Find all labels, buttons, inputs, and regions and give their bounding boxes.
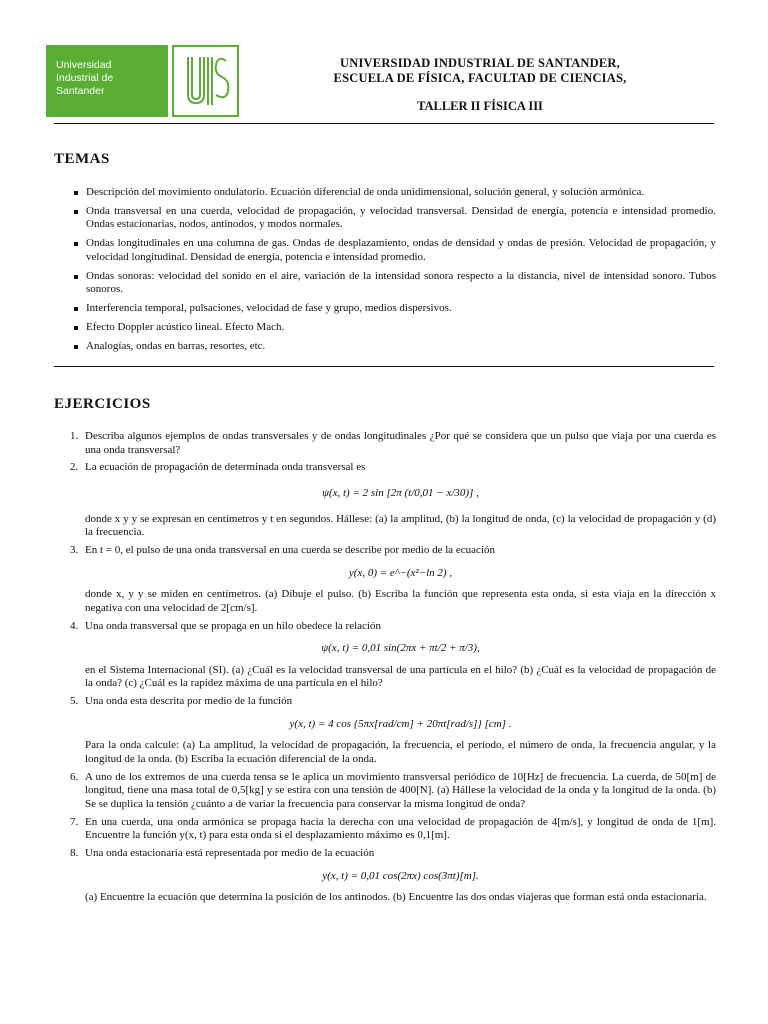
exercise-followup: Para la onda calcule: (a) La amplitud, la velocidad de propagación, la frecuencia, el período, el número de onda, la frecuencia angular, y la longitud de la onda. (b) Escriba la ecuación diferencial de la onda.: [85, 739, 716, 765]
exercise-6: 6. A uno de los extremos de una cuerda tensa se le aplica un movimiento transversal periódico de 10[Hz] de frecuencia. La cuerda, de 50[m] de longitud, tiene una masa total de 0,5[kg] y se estira con una tensión de 400[N]. (a) Hállese la velocidad de la onda y la longitud de la onda. (b) Se se duplica la tensión ¿cuánto a de variar la frecuencia para conservar la misma longitud de onda?: [70, 770, 716, 810]
logo-line: Industrial de: [56, 72, 114, 84]
university-logo-text: [46, 45, 168, 117]
bullet-icon: [74, 275, 78, 279]
exercise-text: La ecuación de propagación de determinada onda transversal es: [85, 461, 366, 474]
header-divider: [54, 123, 714, 124]
institution-line: UNIVERSIDAD INDUSTRIAL DE SANTANDER,: [340, 56, 620, 70]
temas-heading: TEMAS: [54, 151, 110, 167]
bullet-icon: [74, 345, 78, 349]
list-item: Interferencia temporal, pulsaciones, velocidad de fase y grupo, medios dispersivos.: [74, 302, 716, 316]
exercise-7: 7. En una cuerda, una onda armónica se propaga hacia la derecha con una velocidad de propagación de 4[m/s], y longitud de onda de 1[m]. Encuentre la función y(x, t) para esta onda si el desplazamiento máximo es 0,1[m].: [70, 815, 716, 842]
institution-header: [300, 56, 660, 86]
exercise-text: A uno de los extremos de una cuerda tensa se le aplica un movimiento transversal periódico de 10[Hz] de frecuencia. La cuerda, de 50[m] de longitud, tiene una masa total de 0,5[kg] y se estira con una tensión de 400[N]. (a) Hállese la velocidad de la onda y la longitud de la onda. (b) Se se duplica la tensión ¿cuánto a de variar la frecuencia para conservar la misma longitud de onda?: [85, 770, 716, 810]
uis-logo-icon: [172, 45, 239, 117]
bullet-icon: [74, 210, 78, 214]
exercise-4: 4. Una onda transversal que se propaga en un hilo obedece la relación ψ(x, t) = 0,01 sin(2πx + πt/2 + π/3), en el Sistema Internacional (SI). (a) ¿Cuál es la velocidad transversal de una partícula en el hilo? (b) ¿Cuál es la velocidad de propagación de la onda? (c) ¿Cuál es la rapidez máxima de una partícula en el hilo?: [70, 619, 716, 690]
list-item: Analogías, ondas en barras, resortes, etc.: [74, 340, 716, 354]
bullet-icon: [74, 191, 78, 195]
exercise-1: 1. Describa algunos ejemplos de ondas transversales y de ondas longitudinales ¿Por qué se considera que un pulso que viaja por una cuerda es una onda transversal?: [70, 430, 716, 456]
bullet-icon: [74, 242, 78, 246]
equation: ψ(x, t) = 2 sin [2π (t/0,01 − x/30)] ,: [322, 486, 479, 499]
list-item: Descripción del movimiento ondulatorio. Ecuación diferencial de onda unidimensional, solución general, y solución armónica.: [74, 186, 716, 200]
exercise-followup: donde x y y se expresan en centímetros y t en segundos. Hállese: (a) la amplitud, (b) la longitud de onda, (c) la velocidad de propagación y (d) la frecuencia.: [85, 512, 716, 539]
exercise-followup: en el Sistema Internacional (SI). (a) ¿Cuál es la velocidad transversal de una partícula en el hilo? (b) ¿Cuál es la velocidad de propagación de la onda? (c) ¿Cuál es la rapidez máxima de una partícula en el hilo?: [85, 663, 716, 690]
bullet-icon: [74, 326, 78, 330]
exercise-text: Una onda transversal que se propaga en un hilo obedece la relación: [85, 619, 381, 632]
list-item: Onda transversal en una cuerda, velocidad de propagación, y velocidad transversal. Densidad de energía, potencia e intensidad promedio. Ondas estacionarias, nodos, antinodos, y modos normales.: [74, 205, 716, 232]
exercise-2: 2. La ecuación de propagación de determinada onda transversal es ψ(x, t) = 2 sin [2π (t/0,01 − x/30)] , donde x y y se expresan en centímetros y t en segundos. Hállese: (a) la amplitud, (b) la longitud de onda, (c) la velocidad de propagación y (d) la frecuencia.: [70, 461, 716, 539]
exercise-text: Una onda esta descrita por medio de la función: [85, 695, 293, 708]
temas-list: [74, 186, 716, 359]
exercise-text: Describa algunos ejemplos de ondas transversales y de ondas longitudinales ¿Por qué se considera que un pulso que viaja por una cuerda es una onda transversal?: [85, 430, 716, 456]
exercise-text: En t = 0, el pulso de una onda transversal en una cuerda se describe por medio de la ecuación: [85, 543, 495, 556]
equation: y(x, t) = 0,01 cos(2πx) cos(3πt)[m].: [322, 869, 479, 882]
bullet-icon: [74, 307, 78, 311]
exercise-3: 3. En t = 0, el pulso de una onda transversal en una cuerda se describe por medio de la ecuación y(x, 0) = e^−(x²−ln 2) , donde x, y y se miden en centímetros. (a) Dibuje el pulso. (b) Escriba la función que representa esta onda, si esta viaja en la dirección x negativa con una velocidad de 2[cm/s].: [70, 543, 716, 614]
list-item: Ondas longitudinales en una columna de gas. Ondas de desplazamiento, ondas de densidad y ondas de presión. Velocidad de propagación, y velocidad longitudinal. Densidad de energía, potencia e intensidad promedio.: [74, 237, 716, 264]
ejercicios-heading: EJERCICIOS: [54, 396, 151, 412]
ejercicios-list: [70, 430, 716, 909]
exercise-5: 5. Una onda esta descrita por medio de la función y(x, t) = 4 cos {5πx[rad/cm] + 20πt[rad/s]} [cm] . Para la onda calcule: (a) La amplitud, la velocidad de propagación, la frecuencia, el período, el número de onda, la frecuencia angular, y la longitud de la onda. (b) Escriba la ecuación diferencial de la onda.: [70, 695, 716, 765]
equation: ψ(x, t) = 0,01 sin(2πx + πt/2 + π/3),: [321, 642, 480, 655]
equation: y(x, 0) = e^−(x²−ln 2) ,: [348, 566, 453, 579]
document-title: TALLER II FÍSICA III: [417, 99, 543, 113]
equation: y(x, t) = 4 cos {5πx[rad/cm] + 20πt[rad/s]} [cm] .: [289, 717, 512, 730]
institution-line: ESCUELA DE FÍSICA, FACULTAD DE CIENCIAS,: [333, 71, 627, 85]
list-item: Efecto Doppler acústico lineal. Efecto Mach.: [74, 321, 716, 335]
section-divider: [54, 366, 714, 367]
exercise-followup: donde x, y y se miden en centímetros. (a) Dibuje el pulso. (b) Escriba la función que representa esta onda, si esta viaja en la dirección x negativa con una velocidad de 2[cm/s].: [85, 588, 716, 614]
exercise-followup: (a) Encuentre la ecuación que determina la posición de los antinodos. (b) Encuentre las dos ondas viajeras que forman está onda estacionaria.: [85, 891, 707, 904]
exercise-8: 8. Una onda estacionaria está representada por medio de la ecuación y(x, t) = 0,01 cos(2πx) cos(3πt)[m]. (a) Encuentre la ecuación que determina la posición de los antinodos. (b) Encuentre las dos ondas viajeras que forman está onda estacionaria.: [70, 847, 716, 905]
list-item: Ondas sonoras: velocidad del sonido en el aire, variación de la intensidad sonora respecto a la distancia, nivel de intensidad sonoro. Tubos sonoros.: [74, 270, 716, 297]
exercise-text: En una cuerda, una onda armónica se propaga hacia la derecha con una velocidad de propagación de 4[m/s], y longitud de onda de 1[m]. Encuentre la función y(x, t) para esta onda si el desplazamiento máximo es 0,1[m].: [85, 815, 716, 842]
logo-line: Universidad: [56, 59, 112, 71]
exercise-text: Una onda estacionaria está representada por medio de la ecuación: [85, 846, 375, 859]
logo-line: Santander: [56, 85, 105, 97]
